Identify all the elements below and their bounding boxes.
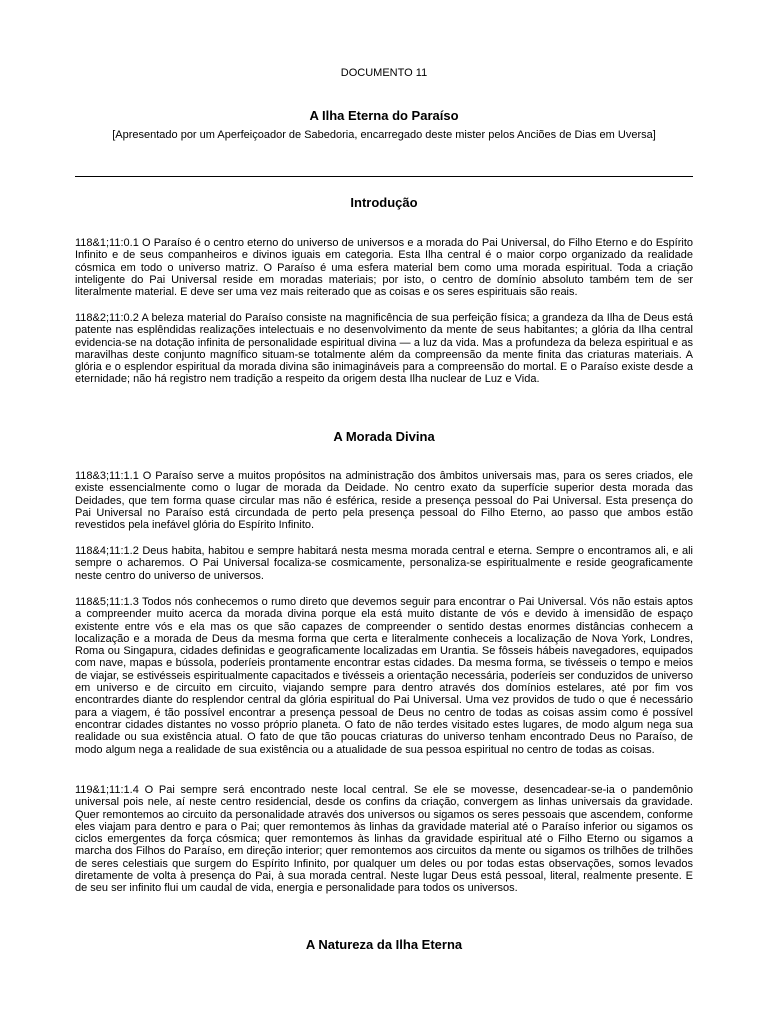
paragraph-11-1-4: 119&1;11:1.4 O Pai sempre será encontrado neste local central. Se ele se movesse, desencadear-se-ia o pandemônio universal pois nele, aí neste centro residencial, desde os confins da criação, convergem as linhas universais da gravidade. Quer remontemos ao circuito da personalidade através dos universos ou sigamos os seres pessoais que ascendem, conforme eles viajam para dentro e para o Pai; quer remontemos às linhas da gravidade material até o Paraíso inferior ou sigamos os ciclos emergentes da força cósmica; quer remontemos às linhas da gravidade espiritual até o Filho Eterno ou sigamos a marcha dos Filhos do Paraíso, em direção interior; quer remontemos aos circuitos da mente ou sigamos os trilhões de trilhões de seres celestiais que surgem do Espírito Infinito, por qualquer um deles ou por todas estas observações, somos levados diretamente de volta à presença do Pai, à sua morada central. Neste lugar Deus está pessoal, literal, realmente presente. E de seu ser infinito flui um caudal de vida, energia e personalidade para todos os universos. [75, 784, 693, 895]
paragraph-11-1-3: 118&5;11:1.3 Todos nós conhecemos o rumo direto que devemos seguir para encontrar o Pai Universal. Vós não estais aptos a compreender muito acerca da morada divina porque ela está muito distante de vós e devido à imensidão de espaço existente entre vós e ela mas os que são capazes de compreender o sentido destas enormes distâncias conhecem a localização e a morada de Deus da mesma forma que certa e literalmente conheceis a localização de Nova York, Londres, Roma ou Singapura, cidades definidas e geograficamente localizadas em Urantia. Se fôsseis hábeis navegadores, equipados com nave, mapas e bússola, poderíeis prontamente encontrar estas cidades. Da mesma forma, se tivésseis o tempo e meios de viajar, se estivésseis espiritualmente capacitados e tivésseis a orientação necessária, poderíeis ser conduzidos de universo em universo e de circuito em circuito, viajando sempre para dentro através dos domínios estelares, até por fim vos encontrardes diante do resplendor central da glória espiritual do Pai Universal. Uma vez providos de tudo o que é necessário para a viagem, é tão possível encontrar a presença pessoal de Deus no centro de todas as coisas assim como é possível encontrar cidades distantes no vosso próprio planeta. O fato de não terdes visitado estes lugares, de modo algum nega sua realidade ou sua existência atual. O fato de que tão poucas criaturas do universo tenham encontrado Deus no Paraíso, de modo algum nega a realidade de sua existência ou a atualidade de sua pessoa espiritual no centro de todas as coisas. [75, 596, 693, 756]
paragraph-11-0-2: 118&2;11:0.2 A beleza material do Paraíso consiste na magnificência de sua perfeição física; a grandeza da Ilha de Deus está patente nas esplêndidas realizações intelectuais e no desenvolvimento da mente de seus habitantes; a glória da Ilha central evidencia-se na dotação infinita de personalidade espiritual divina — a luz da vida. Mas a profundeza da beleza espiritual e as maravilhas deste conjunto magnífico situam-se totalmente além da compreensão da mente finita das criaturas materiais. A glória e o esplendor espiritual da morada divina são inimagináveis para a compreensão do mortal. E o Paraíso existe desde a eternidade; não há registro nem tradição a respeito da origem desta Ilha nuclear de Luz e Vida. [75, 312, 693, 386]
paragraph-11-0-1: 118&1;11:0.1 O Paraíso é o centro eterno do universo de universos e a morada do Pai Universal, do Filho Eterno e do Espírito Infinito e de seus companheiros e divinos iguais em categoria. Esta Ilha central é o maior corpo organizado da realidade cósmica em todo o universo matriz. O Paraíso é uma esfera material bem como uma morada espiritual. Toda a criação inteligente do Pai Universal reside em moradas materiais; por isto, o centro de domínio absoluto também tem de ser literalmente material. E deve ser uma vez mais reiterado que as coisas e os seres espirituais são reais. [75, 237, 693, 299]
document-subtitle: [Apresentado por um Aperfeiçoador de Sabedoria, encarregado deste mister pelos Anciões de Dias em Uversa] [112, 129, 656, 141]
section-heading-morada-divina: A Morada Divina [333, 429, 435, 444]
document-label: DOCUMENTO 11 [340, 67, 428, 79]
section-heading-natureza-ilha-eterna: A Natureza da Ilha Eterna [305, 937, 463, 952]
horizontal-divider [75, 176, 693, 177]
section-heading-introducao: Introdução [350, 195, 418, 210]
paragraph-11-1-1: 118&3;11:1.1 O Paraíso serve a muitos propósitos na administração dos âmbitos universais mas, para os seres criados, ele existe essencialmente como o lugar de morada da Deidade. No centro exato da superfície superior desta morada das Deidades, que tem forma quase circular mas não é esférica, reside a presença pessoal do Pai Universal. Esta presença do Pai Universal no Paraíso está circundada de perto pela presença pessoal do Filho Eterno, ao passo que ambos estão revestidos pela inefável glória do Espírito Infinito. [75, 470, 693, 532]
paragraph-11-1-2: 118&4;11:1.2 Deus habita, habitou e sempre habitará nesta mesma morada central e eterna. Sempre o encontramos ali, e ali sempre o acharemos. O Pai Universal focaliza-se cosmicamente, personaliza-se espiritualmente e reside geograficamente neste centro do universo de universos. [75, 545, 693, 582]
document-title: A Ilha Eterna do Paraíso [309, 108, 459, 123]
